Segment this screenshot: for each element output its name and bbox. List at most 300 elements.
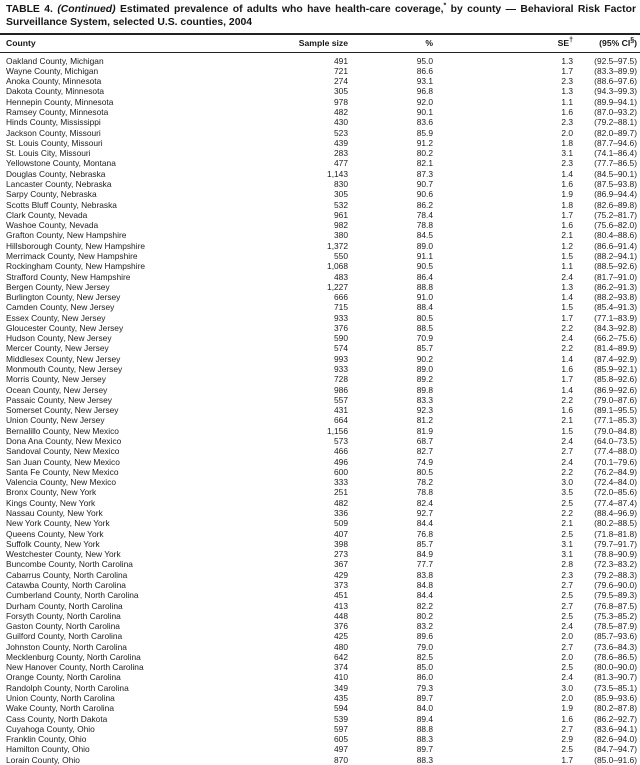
column-header-percent: % [348, 34, 433, 53]
percent-cell: 80.2 [416, 610, 433, 621]
percent-cell: 88.4 [416, 302, 433, 313]
percent-cell: 82.7 [416, 446, 433, 457]
percent-cell: 91.1 [416, 250, 433, 261]
ci-cell: (79.2–88.1) [594, 117, 637, 128]
percent-cell: 85.9 [416, 127, 433, 138]
percent-cell: 91.0 [416, 292, 433, 303]
title-text-tail: by county — Behavioral Risk Factor [450, 4, 636, 15]
county-cell: Sandoval County, New Mexico [6, 446, 120, 457]
sample-size-cell: 274 [334, 76, 348, 87]
sample-size-cell: 557 [334, 394, 348, 405]
sample-size-cell: 283 [334, 148, 348, 159]
table-row [0, 86, 640, 96]
column-header-sample-size: Sample size [280, 34, 348, 53]
ci-cell: (76.2–84.9) [594, 466, 637, 477]
se-cell: 1.6 [561, 364, 573, 375]
table-row [0, 313, 640, 323]
table-row [0, 292, 640, 302]
table-row [0, 179, 640, 189]
sample-size-cell: 477 [334, 158, 348, 169]
county-cell: Essex County, New Jersey [6, 312, 106, 323]
table-row [0, 518, 640, 528]
ci-cell: (85.8–92.6) [594, 374, 637, 385]
sample-size-cell: 373 [334, 579, 348, 590]
se-cell: 1.6 [561, 178, 573, 189]
county-cell: Randolph County, North Carolina [6, 682, 129, 693]
se-cell: 3.0 [561, 682, 573, 693]
table-row [0, 662, 640, 672]
sample-size-cell: 380 [334, 230, 348, 241]
table-row [0, 457, 640, 467]
percent-cell: 78.4 [416, 209, 433, 220]
percent-cell: 82.1 [416, 158, 433, 169]
table-row [0, 734, 640, 744]
se-cell: 2.7 [561, 600, 573, 611]
sample-size-cell: 430 [334, 117, 348, 128]
ci-cell: (82.6–94.0) [594, 734, 637, 745]
ci-cell: (84.5–90.1) [594, 168, 637, 179]
county-cell: Union County, North Carolina [6, 693, 115, 704]
table-row [0, 580, 640, 590]
percent-cell: 89.0 [416, 364, 433, 375]
sample-size-cell: 721 [334, 65, 348, 76]
percent-cell: 84.5 [416, 230, 433, 241]
sample-size-cell: 273 [334, 549, 348, 560]
se-cell: 1.5 [561, 302, 573, 313]
county-cell: Gloucester County, New Jersey [6, 322, 124, 333]
ci-section-footnote: § [630, 36, 635, 44]
sample-size-cell: 398 [334, 538, 348, 549]
se-cell: 1.9 [561, 703, 573, 714]
table-row [0, 272, 640, 282]
sample-size-cell: 550 [334, 250, 348, 261]
se-cell: 2.5 [561, 590, 573, 601]
table-row [0, 405, 640, 415]
sample-size-cell: 1,156 [327, 425, 348, 436]
table-row [0, 446, 640, 456]
se-cell: 1.4 [561, 384, 573, 395]
sample-size-cell: 448 [334, 610, 348, 621]
se-cell: 2.4 [561, 621, 573, 632]
sample-size-cell: 594 [334, 703, 348, 714]
percent-cell: 95.0 [416, 55, 433, 66]
se-cell: 1.8 [561, 137, 573, 148]
percent-cell: 83.2 [416, 621, 433, 632]
se-cell: 3.0 [561, 477, 573, 488]
county-cell: Union County, New Jersey [6, 415, 105, 426]
sample-size-cell: 439 [334, 137, 348, 148]
percent-cell: 89.8 [416, 384, 433, 395]
table-row [0, 426, 640, 436]
se-cell: 1.7 [561, 374, 573, 385]
se-cell: 2.3 [561, 117, 573, 128]
se-cell: 2.5 [561, 610, 573, 621]
percent-cell: 89.4 [416, 713, 433, 724]
county-cell: Mercer County, New Jersey [6, 343, 109, 354]
table-row [0, 261, 640, 271]
ci-cell: (86.2–92.7) [594, 713, 637, 724]
sample-size-cell: 642 [334, 651, 348, 662]
county-cell: Johnston County, North Carolina [6, 641, 127, 652]
se-cell: 2.1 [561, 415, 573, 426]
se-cell: 2.4 [561, 271, 573, 282]
table-title-line2: Surveillance System, selected U.S. counties, 2004 [6, 16, 253, 28]
county-cell: Grafton County, New Hampshire [6, 230, 127, 241]
se-cell: 2.2 [561, 466, 573, 477]
table-row [0, 693, 640, 703]
table-row [0, 672, 640, 682]
percent-cell: 84.9 [416, 549, 433, 560]
county-cell: Mecklenburg County, North Carolina [6, 651, 141, 662]
table-row [0, 189, 640, 199]
county-cell: Clark County, Nevada [6, 209, 88, 220]
sample-size-cell: 480 [334, 641, 348, 652]
table-row [0, 508, 640, 518]
ci-cell: (89.1–95.5) [594, 405, 637, 416]
ci-cell: (83.6–94.1) [594, 723, 637, 734]
se-cell: 2.7 [561, 723, 573, 734]
ci-cell: (80.2–88.5) [594, 518, 637, 529]
county-cell: Rockingham County, New Hampshire [6, 261, 146, 272]
county-cell: Monmouth County, New Jersey [6, 364, 123, 375]
sample-size-cell: 715 [334, 302, 348, 313]
county-cell: Bergen County, New Jersey [6, 281, 110, 292]
se-cell: 2.5 [561, 744, 573, 755]
ci-cell: (87.5–93.8) [594, 178, 637, 189]
table-row [0, 621, 640, 631]
sample-size-cell: 410 [334, 672, 348, 683]
se-cell: 2.4 [561, 456, 573, 467]
county-cell: Hennepin County, Minnesota [6, 96, 114, 107]
se-cell: 2.4 [561, 672, 573, 683]
se-cell: 2.5 [561, 528, 573, 539]
se-cell: 2.1 [561, 230, 573, 241]
ci-cell: (66.2–75.6) [594, 333, 637, 344]
percent-cell: 90.5 [416, 261, 433, 272]
ci-cell: (77.7–86.5) [594, 158, 637, 169]
percent-cell: 80.2 [416, 148, 433, 159]
percent-cell: 83.6 [416, 117, 433, 128]
table-row [0, 395, 640, 405]
table-row [0, 611, 640, 621]
se-dagger-footnote: † [569, 36, 573, 44]
column-header-county: County [0, 34, 280, 53]
percent-cell: 82.5 [416, 651, 433, 662]
ci-cell: (70.1–79.6) [594, 456, 637, 467]
percent-cell: 84.8 [416, 579, 433, 590]
sample-size-cell: 466 [334, 446, 348, 457]
county-cell: Kings County, New York [6, 497, 96, 508]
se-label: SE [557, 37, 570, 48]
ci-cell: (86.9–94.4) [594, 189, 637, 200]
table-row [0, 529, 640, 539]
sample-size-cell: 482 [334, 497, 348, 508]
county-cell: Suffolk County, New York [6, 538, 100, 549]
table-row [0, 477, 640, 487]
ci-cell: (94.3–99.3) [594, 86, 637, 97]
table-row [0, 724, 640, 734]
percent-cell: 85.0 [416, 662, 433, 673]
county-cell: St. Louis City, Missouri [6, 148, 91, 159]
ci-cell: (75.6–82.0) [594, 220, 637, 231]
county-cell: Queens County, New York [6, 528, 104, 539]
county-cell: Ramsey County, Minnesota [6, 107, 109, 117]
sample-size-cell: 482 [334, 107, 348, 117]
county-cell: Passaic County, New Jersey [6, 394, 112, 405]
se-cell: 2.3 [561, 76, 573, 87]
ci-cell: (74.1–86.4) [594, 148, 637, 159]
county-cell: St. Louis County, Missouri [6, 137, 103, 148]
table-row [0, 241, 640, 251]
percent-cell: 70.9 [416, 333, 433, 344]
county-cell: Hamilton County, Ohio [6, 744, 90, 755]
ci-cell: (79.0–84.8) [594, 425, 637, 436]
ci-cell: (79.0–87.6) [594, 394, 637, 405]
ci-cell: (77.4–87.4) [594, 497, 637, 508]
se-cell: 1.7 [561, 65, 573, 76]
percent-cell: 90.6 [416, 189, 433, 200]
county-cell: Wake County, North Carolina [6, 703, 114, 714]
county-cell: Cumberland County, North Carolina [6, 590, 139, 601]
percent-cell: 83.3 [416, 394, 433, 405]
percent-cell: 83.8 [416, 569, 433, 580]
county-cell: Orange County, North Carolina [6, 672, 121, 683]
percent-cell: 86.2 [416, 199, 433, 210]
table-row [0, 631, 640, 641]
sample-size-cell: 664 [334, 415, 348, 426]
table-row [0, 148, 640, 158]
county-cell: Hillsborough County, New Hampshire [6, 240, 146, 251]
ci-cell: (79.7–91.7) [594, 538, 637, 549]
se-cell: 2.3 [561, 158, 573, 169]
county-cell: Merrimack County, New Hampshire [6, 250, 138, 261]
se-cell: 1.7 [561, 312, 573, 323]
percent-cell: 80.5 [416, 312, 433, 323]
county-cell: Somerset County, New Jersey [6, 405, 119, 416]
table-row [0, 333, 640, 343]
table-row [0, 117, 640, 127]
percent-cell: 79.0 [416, 641, 433, 652]
table-row [0, 703, 640, 713]
ci-cell: (81.4–89.9) [594, 343, 637, 354]
county-cell: Nassau County, New York [6, 507, 103, 518]
se-cell: 1.7 [561, 754, 573, 765]
sample-size-cell: 376 [334, 322, 348, 333]
ci-cell: (87.0–93.2) [594, 107, 637, 117]
percent-cell: 88.8 [416, 723, 433, 734]
sample-size-cell: 491 [334, 55, 348, 66]
table-row [0, 302, 640, 312]
percent-cell: 85.7 [416, 343, 433, 354]
ci-cell: (82.0–89.7) [594, 127, 637, 138]
percent-cell: 81.2 [416, 415, 433, 426]
percent-cell: 90.2 [416, 353, 433, 364]
county-cell: Guilford County, North Carolina [6, 631, 123, 642]
table-row [0, 282, 640, 292]
sample-size-cell: 597 [334, 723, 348, 734]
county-cell: San Juan County, New Mexico [6, 456, 120, 467]
county-cell: Hudson County, New Jersey [6, 333, 112, 344]
table-row [0, 415, 640, 425]
percent-cell: 78.2 [416, 477, 433, 488]
ci-cell: (76.8–87.5) [594, 600, 637, 611]
se-cell: 3.5 [561, 487, 573, 498]
county-cell: Lorain County, Ohio [6, 754, 80, 765]
county-cell: Durham County, North Carolina [6, 600, 123, 611]
percent-cell: 82.4 [416, 497, 433, 508]
sample-size-cell: 376 [334, 621, 348, 632]
table-row [0, 652, 640, 662]
sample-size-cell: 407 [334, 528, 348, 539]
table-row [0, 107, 640, 117]
percent-cell: 96.8 [416, 86, 433, 97]
ci-cell: (77.1–85.3) [594, 415, 637, 426]
ci-cell: (85.4–91.3) [594, 302, 637, 313]
percent-cell: 93.1 [416, 76, 433, 87]
se-cell: 2.0 [561, 693, 573, 704]
se-cell: 1.6 [561, 713, 573, 724]
percent-cell: 89.2 [416, 374, 433, 385]
sample-size-cell: 336 [334, 507, 348, 518]
ci-cell: (77.4–88.0) [594, 446, 637, 457]
se-cell: 2.2 [561, 507, 573, 518]
county-cell: Hinds County, Mississippi [6, 117, 101, 128]
county-cell: Buncombe County, North Carolina [6, 559, 133, 570]
percent-cell: 87.3 [416, 168, 433, 179]
sample-size-cell: 251 [334, 487, 348, 498]
percent-cell: 78.8 [416, 487, 433, 498]
se-cell: 1.7 [561, 209, 573, 220]
ci-cell: (79.2–88.3) [594, 569, 637, 580]
table-body [0, 52, 640, 765]
ci-cell: (89.9–94.1) [594, 96, 637, 107]
sample-size-cell: 1,143 [327, 168, 348, 179]
sample-size-cell: 509 [334, 518, 348, 529]
ci-label-close: ) [634, 37, 637, 48]
se-cell: 2.5 [561, 497, 573, 508]
table-row [0, 76, 640, 86]
percent-cell: 89.7 [416, 693, 433, 704]
table-row [0, 52, 640, 66]
ci-cell: (78.5–87.9) [594, 621, 637, 632]
sample-size-cell: 728 [334, 374, 348, 385]
ci-cell: (88.2–94.1) [594, 250, 637, 261]
table-row [0, 714, 640, 724]
percent-cell: 78.8 [416, 220, 433, 231]
table-row [0, 158, 640, 168]
percent-cell: 86.0 [416, 672, 433, 683]
county-cell: Camden County, New Jersey [6, 302, 115, 313]
se-cell: 2.5 [561, 662, 573, 673]
percent-cell: 81.9 [416, 425, 433, 436]
ci-cell: (77.1–83.9) [594, 312, 637, 323]
se-cell: 1.3 [561, 281, 573, 292]
table-row [0, 590, 640, 600]
sample-size-cell: 349 [334, 682, 348, 693]
ci-cell: (88.4–96.9) [594, 507, 637, 518]
ci-cell: (84.3–92.8) [594, 322, 637, 333]
percent-cell: 88.3 [416, 734, 433, 745]
sample-size-cell: 532 [334, 199, 348, 210]
se-cell: 2.2 [561, 394, 573, 405]
ci-cell: (88.5–92.6) [594, 261, 637, 272]
se-cell: 1.6 [561, 405, 573, 416]
ci-cell: (75.2–81.7) [594, 209, 637, 220]
county-cell: Santa Fe County, New Mexico [6, 466, 119, 477]
ci-cell: (78.8–90.9) [594, 549, 637, 560]
sample-size-cell: 933 [334, 312, 348, 323]
ci-cell: (80.4–88.6) [594, 230, 637, 241]
sample-size-cell: 933 [334, 364, 348, 375]
county-cell: Dona Ana County, New Mexico [6, 436, 122, 446]
sample-size-cell: 497 [334, 744, 348, 755]
percent-cell: 92.3 [416, 405, 433, 416]
ci-cell: (73.5–85.1) [594, 682, 637, 693]
sample-size-cell: 1,068 [327, 261, 348, 272]
percent-cell: 90.1 [416, 107, 433, 117]
table-row [0, 559, 640, 569]
sample-size-cell: 961 [334, 209, 348, 220]
county-cell: Anoka County, Minnesota [6, 76, 102, 87]
ci-cell: (81.3–90.7) [594, 672, 637, 683]
se-cell: 2.7 [561, 641, 573, 652]
percent-cell: 89.7 [416, 744, 433, 755]
ci-cell: (71.8–81.8) [594, 528, 637, 539]
sample-size-cell: 367 [334, 559, 348, 570]
table-row [0, 539, 640, 549]
ci-cell: (64.0–73.5) [594, 436, 637, 446]
percent-cell: 88.3 [416, 754, 433, 765]
table-number: TABLE 4. [6, 4, 53, 15]
table-title [0, 4, 640, 33]
table-row [0, 549, 640, 559]
county-cell: Wayne County, Michigan [6, 65, 99, 76]
county-cell: Scotts Bluff County, Nebraska [6, 199, 117, 210]
ci-cell: (82.6–89.8) [594, 199, 637, 210]
percent-cell: 88.8 [416, 281, 433, 292]
percent-cell: 82.2 [416, 600, 433, 611]
ci-cell: (87.4–92.9) [594, 353, 637, 364]
ci-cell: (85.9–93.6) [594, 693, 637, 704]
se-cell: 1.1 [561, 261, 573, 272]
table-row [0, 200, 640, 210]
continued-marker: (Continued) [57, 4, 116, 15]
county-cell: Bronx County, New York [6, 487, 97, 498]
se-cell: 2.3 [561, 569, 573, 580]
column-header-se [433, 34, 573, 53]
table-row [0, 210, 640, 220]
percent-cell: 85.7 [416, 538, 433, 549]
se-cell: 1.4 [561, 168, 573, 179]
county-cell: Washoe County, Nevada [6, 220, 99, 231]
county-cell: Cuyahoga County, Ohio [6, 723, 95, 734]
ci-cell: (79.5–89.3) [594, 590, 637, 601]
ci-cell: (72.4–84.0) [594, 477, 637, 488]
table-row [0, 374, 640, 384]
sample-size-cell: 539 [334, 713, 348, 724]
sample-size-cell: 523 [334, 127, 348, 138]
table-row [0, 498, 640, 508]
sample-size-cell: 425 [334, 631, 348, 642]
table-row [0, 364, 640, 374]
ci-cell: (72.0–85.6) [594, 487, 637, 498]
sample-size-cell: 305 [334, 86, 348, 97]
se-cell: 2.7 [561, 579, 573, 590]
county-cell: Forsyth County, North Carolina [6, 610, 121, 621]
se-cell: 1.5 [561, 425, 573, 436]
sample-size-cell: 451 [334, 590, 348, 601]
se-cell: 1.1 [561, 96, 573, 107]
